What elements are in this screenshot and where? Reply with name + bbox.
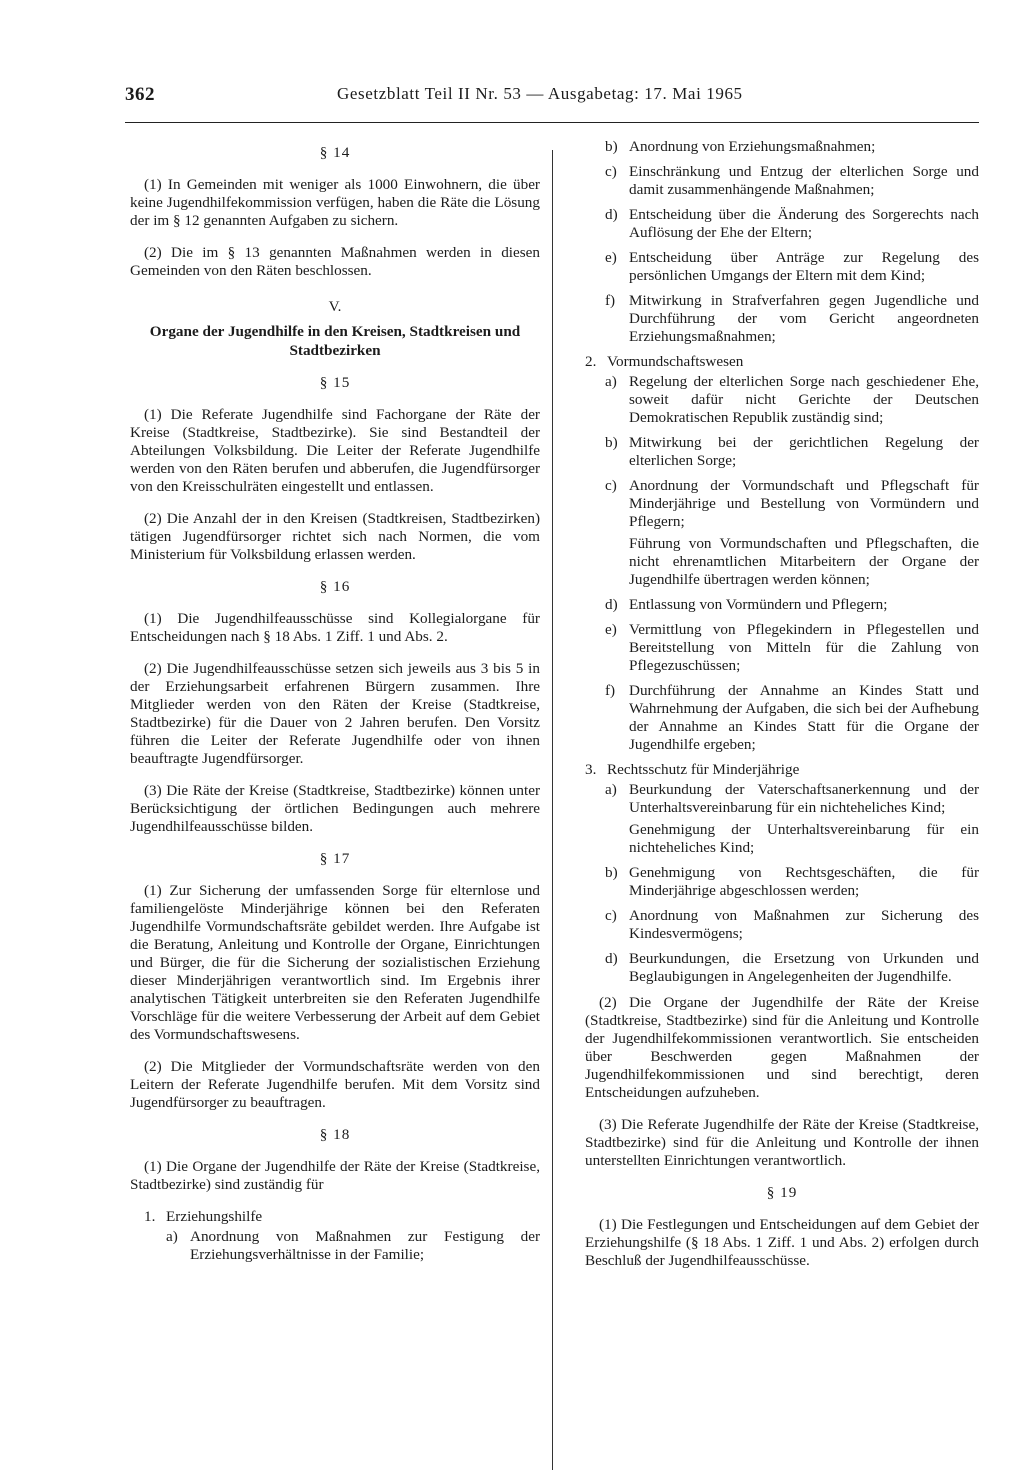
list-item <box>605 373 979 427</box>
paragraph: (2) Die Jugendhilfeausschüsse setzen sich jeweils aus 3 bis 5 in der Erziehungsarbeit erfahrenen Bürgern zusammen. Ihre Mitglieder werden von den Räten der Kreise (Stadtkreise, Stadtbezirke) für die Dauer von 2 Jahren berufen. Den Vorsitz führen die Leiter der Referate Jugendhilfe oder von ihnen beauftragte Jugendfürsorger. <box>130 660 540 767</box>
list-item <box>605 292 979 346</box>
list-label: a) <box>166 1228 178 1245</box>
list-label: 3. <box>585 761 597 778</box>
right-column <box>585 138 979 1284</box>
paragraph: (1) In Gemeinden mit weniger als 1000 Einwohnern, die über keine Jugendhilfekommission verfügen, haben die Räte die Lösung der im § 12 genannten Aufgaben zu sichern. <box>130 176 540 229</box>
paragraph: (1) Zur Sicherung der umfassenden Sorge für elternlose und familiengelöste Minderjährige können bei den Referaten Jugendhilfe Vormundschaftsräte gebildet werden. Ihre Aufgabe ist die Beratung, Anleitung und Kontrolle der Organe, Einrichtungen und Bürger, die für die Sicherung der sozialistischen Erziehung dieser Minderjährigen verantwortlich sind. Im Ergebnis ihrer analytischen Tätigkeit unterbreiten sie den Referaten Jugendhilfe Vorschläge für die weitere Verbesserung der Arbeit auf dem Gebiet des Vormundschaftswesens. <box>130 882 540 1043</box>
list-text: Regelung der elterlichen Sorge nach geschiedener Ehe, soweit dafür nicht Gerichte der Deutschen Demokratischen Republik zuständig sind; <box>629 373 979 426</box>
list-text-continuation: Genehmigung der Unterhaltsvereinbarung für ein nichteheliches Kind; <box>629 821 979 856</box>
paragraph: (3) Die Referate Jugendhilfe der Räte der Kreise (Stadtkreise, Stadtbezirke) sind für die Anleitung und Kontrolle der ihnen unterstellten Einrichtungen verantwortlich. <box>585 1116 979 1169</box>
list-item <box>605 907 979 943</box>
list-item <box>605 950 979 986</box>
running-head: Gesetzblatt Teil II Nr. 53 — Ausgabetag: 17. Mai 1965 <box>337 84 743 103</box>
list-item <box>605 682 979 754</box>
list-item <box>605 138 979 156</box>
list-text: Beurkundungen, die Ersetzung von Urkunden und Beglaubigungen in Angelegenheiten der Jugendhilfe. <box>629 950 979 985</box>
page-number: 362 <box>125 84 155 105</box>
list-text: Vermittlung von Pflegekindern in Pflegestellen und Bereitstellung von Mitteln für die Zahlung von Pflegezuschüssen; <box>629 621 979 674</box>
list-item <box>605 163 979 199</box>
list-text: Mitwirkung bei der gerichtlichen Regelung der elterlichen Sorge; <box>629 434 979 469</box>
list-item <box>605 864 979 900</box>
list-item-body <box>629 781 979 857</box>
left-column <box>130 138 540 1271</box>
list-text: Beurkundung der Vaterschaftsanerkennung und der Unterhaltsvereinbarung für ein nichteheliches Kind; <box>629 781 979 816</box>
list-item <box>585 353 979 371</box>
section-heading-16: § 16 <box>319 578 351 595</box>
list-text: Rechtsschutz für Minderjährige <box>607 761 800 778</box>
list-label: b) <box>605 138 618 155</box>
list-item <box>585 761 979 779</box>
list-item <box>605 781 979 857</box>
list-label: f) <box>605 292 616 309</box>
list-item <box>605 621 979 675</box>
list-text-continuation: Führung von Vormundschaften und Pflegschaften, die nicht ehrenamtlichen Mitarbeitern der Organe der Jugendhilfe übertragen werden können; <box>629 535 979 588</box>
section-heading-14: § 14 <box>319 144 351 161</box>
list-label: e) <box>605 249 617 266</box>
section-heading-15: § 15 <box>319 374 351 391</box>
list-label: d) <box>605 206 618 223</box>
list-label: b) <box>605 864 618 881</box>
section-heading-17: § 17 <box>319 850 351 867</box>
list-label: a) <box>605 781 617 798</box>
list-text: Entscheidung über Anträge zur Regelung des persönlichen Umgangs der Eltern mit dem Kind; <box>629 249 979 284</box>
section-heading-18: § 18 <box>319 1126 351 1143</box>
list-item <box>144 1208 540 1226</box>
paragraph: (1) Die Referate Jugendhilfe sind Fachorgane der Räte der Kreise (Stadtkreise, Stadtbezirke). Sie sind Bestandteil der Abteilungen Volksbildung. Die Leiter der Referate Jugendhilfe werden von den Räten berufen und abberufen, die Jugendfürsorger von den Kreisschulräten eingestellt und entlassen. <box>130 406 540 495</box>
list-text: Durchführung der Annahme an Kindes Statt und Wahrnehmung der Aufgaben, die sich bei der Aufhebung der Annahme an Kindes Statt für die Organe der Jugendhilfe ergeben; <box>629 682 979 753</box>
list-label: f) <box>605 682 616 699</box>
list-item <box>605 206 979 242</box>
list-item <box>166 1228 540 1264</box>
paragraph: (2) Die im § 13 genannten Maßnahmen werden in diesen Gemeinden von den Räten beschlossen. <box>130 244 540 279</box>
list-label: e) <box>605 621 617 638</box>
header-rule <box>125 122 979 123</box>
list-text: Anordnung der Vormundschaft und Pflegschaft für Minderjährige und Bestellung von Vormündern und Pflegern; <box>629 477 979 530</box>
list-label: c) <box>605 163 617 180</box>
list-label: d) <box>605 950 618 967</box>
list-text: Entlassung von Vormündern und Pflegern; <box>629 596 888 613</box>
list-text: Erziehungshilfe <box>166 1208 263 1225</box>
paragraph: (3) Die Räte der Kreise (Stadtkreise, Stadtbezirke) können unter Berücksichtigung der örtlichen Bedingungen auch mehrere Jugendhilfeausschüsse bilden. <box>130 782 540 835</box>
list-item <box>605 596 979 614</box>
list-item <box>605 249 979 285</box>
list-text: Entscheidung über die Änderung des Sorgerechts nach Auflösung der Ehe der Eltern; <box>629 206 979 241</box>
paragraph: (1) Die Jugendhilfeausschüsse sind Kollegialorgane für Entscheidungen nach § 18 Abs. 1 Ziff. 1 und Abs. 2. <box>130 610 540 645</box>
list-text: Einschränkung und Entzug der elterlichen Sorge und damit zusammenhängende Maßnahmen; <box>629 163 979 198</box>
list-label: c) <box>605 907 617 924</box>
list-label: c) <box>605 477 617 494</box>
column-divider <box>552 150 553 1470</box>
paragraph: (2) Die Mitglieder der Vormundschaftsräte werden von den Leitern der Referate Jugendhilfe berufen. Mit dem Vorsitz sind Jugendfürsorger zu beauftragen. <box>130 1058 540 1111</box>
list-label: 1. <box>144 1208 156 1225</box>
list-item <box>605 477 979 589</box>
list-label: b) <box>605 434 618 451</box>
list-label: d) <box>605 596 618 613</box>
list-label: 2. <box>585 353 597 370</box>
list-item <box>605 434 979 470</box>
list-item-body <box>629 477 979 589</box>
paragraph: (2) Die Anzahl der in den Kreisen (Stadtkreisen, Stadtbezirken) tätigen Jugendfürsorger richtet sich nach Normen, die vom Ministerium für Volksbildung erlassen werden. <box>130 510 540 563</box>
list-text: Genehmigung von Rechtsgeschäften, die für Minderjährige abgeschlossen werden; <box>629 864 979 899</box>
section-heading-19: § 19 <box>766 1184 798 1201</box>
list-text: Vormundschaftswesen <box>607 353 744 370</box>
list-label: a) <box>605 373 617 390</box>
list-text: Mitwirkung in Strafverfahren gegen Jugendliche und Durchführung der vom Gericht angeordneten Erziehungsmaßnahmen; <box>629 292 979 345</box>
list-text: Anordnung von Erziehungsmaßnahmen; <box>629 138 876 155</box>
list-text: Anordnung von Maßnahmen zur Festigung der Erziehungsverhältnisse in der Familie; <box>190 1228 540 1263</box>
paragraph: (2) Die Organe der Jugendhilfe der Räte der Kreise (Stadtkreise, Stadtbezirke) sind für die Anleitung und Kontrolle der Jugendhilfekommissionen verantwortlich. Sie entscheiden über Beschwerden gegen Maßnahmen der Jugendhilfekommissionen und sind berechtigt, deren Entscheidungen aufzuheben. <box>585 994 979 1101</box>
page-header <box>125 84 979 114</box>
paragraph: (1) Die Organe der Jugendhilfe der Räte der Kreise (Stadtkreise, Stadtbezirke) sind zuständig für <box>130 1158 540 1193</box>
paragraph: (1) Die Festlegungen und Entscheidungen auf dem Gebiet der Erziehungshilfe (§ 18 Abs. 1 Ziff. 1 und Abs. 2) erfolgen durch Beschluß der Jugendhilfeausschüsse. <box>585 1216 979 1269</box>
part-title: Organe der Jugendhilfe in den Kreisen, Stadtkreisen und Stadtbezirken <box>149 323 521 359</box>
part-number: V. <box>328 298 342 315</box>
list-text: Anordnung von Maßnahmen zur Sicherung des Kindesvermögens; <box>629 907 979 942</box>
